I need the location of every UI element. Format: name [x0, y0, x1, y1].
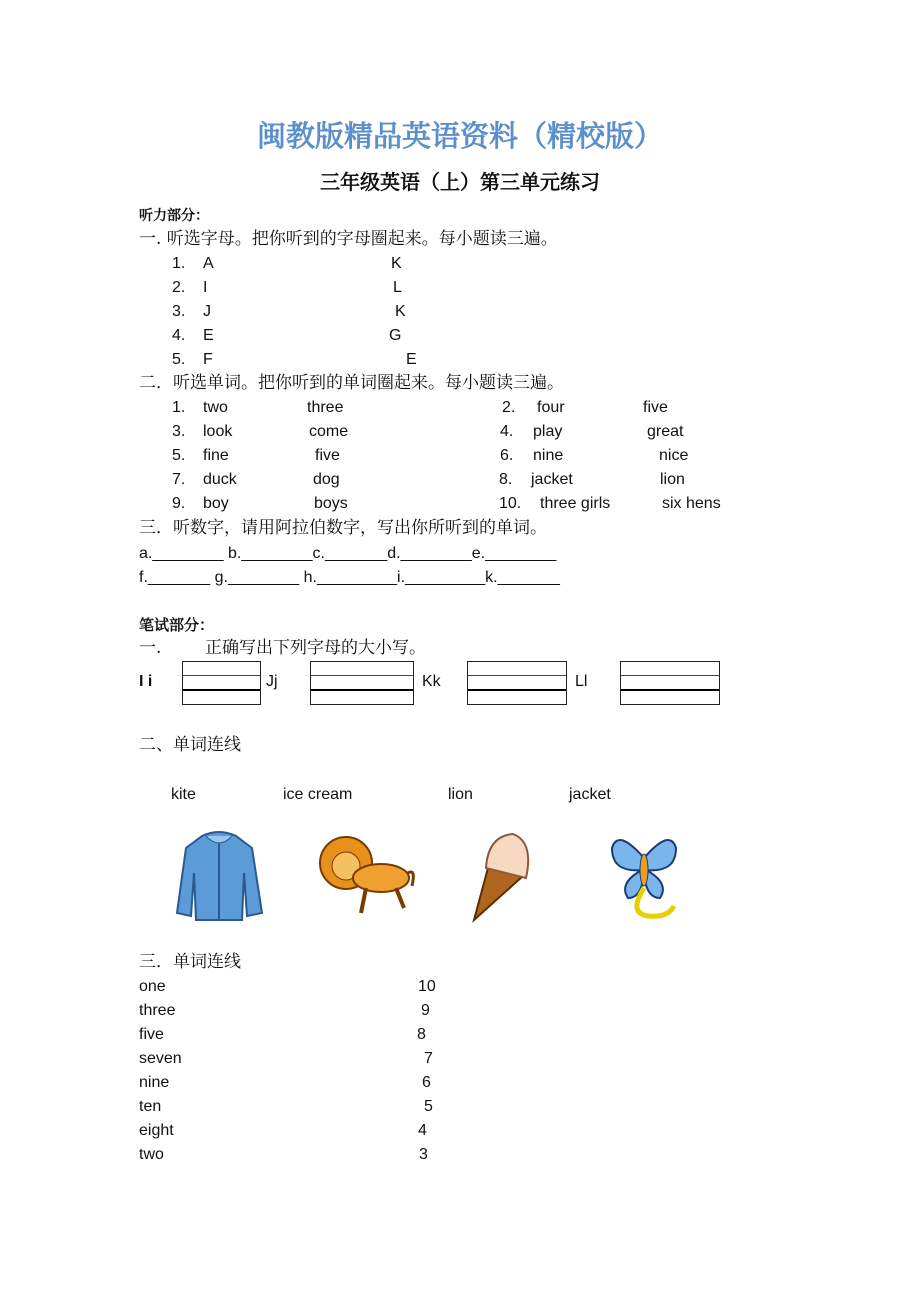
word-option[interactable]: dog — [313, 471, 340, 488]
letter-option-b[interactable]: E — [406, 351, 417, 368]
match-number[interactable]: 8 — [417, 1026, 426, 1043]
w3-instruction: 三．单词连线 — [139, 952, 241, 972]
writing-heading: 笔试部分： — [139, 616, 215, 634]
letter-label-k: Kk — [422, 673, 441, 690]
word-jacket: jacket — [569, 786, 611, 803]
q3-instruction: 三．听数字，请用阿拉伯数字，写出你所听到的单词。 — [139, 518, 547, 538]
word-ice-cream: ice cream — [283, 786, 353, 803]
match-word[interactable]: eight — [139, 1122, 174, 1139]
word-option[interactable]: come — [309, 423, 349, 440]
answer-blanks-line1[interactable]: a.________ b.________c._______d.________e.________ — [139, 545, 557, 562]
item-number: 1. — [172, 399, 186, 416]
word-option[interactable]: jacket — [531, 471, 573, 488]
jacket-image — [172, 828, 267, 923]
letter-label-i: I i — [139, 673, 153, 690]
word-option[interactable]: fine — [203, 447, 229, 464]
word-option[interactable]: five — [315, 447, 340, 464]
letter-option-b[interactable]: G — [389, 327, 402, 344]
word-option[interactable]: six hens — [662, 495, 721, 512]
match-word[interactable]: two — [139, 1146, 164, 1163]
word-lion: lion — [448, 786, 473, 803]
match-word[interactable]: seven — [139, 1050, 182, 1067]
item-number: 1. — [172, 255, 186, 272]
word-option[interactable]: two — [203, 399, 228, 416]
match-word[interactable]: ten — [139, 1098, 162, 1115]
writing-box-l[interactable] — [620, 661, 720, 705]
letter-option-b[interactable]: K — [391, 255, 402, 272]
match-number[interactable]: 10 — [418, 978, 436, 995]
q2-instruction: 二．听选单词。把你听到的单词圈起来。每小题读三遍。 — [139, 373, 564, 393]
letter-option-b[interactable]: L — [393, 279, 402, 296]
item-number: 8. — [499, 471, 513, 488]
word-option[interactable]: great — [647, 423, 684, 440]
word-option[interactable]: look — [203, 423, 233, 440]
word-option[interactable]: nice — [659, 447, 689, 464]
item-number: 9. — [172, 495, 186, 512]
letter-label-l: Ll — [575, 673, 588, 690]
writing-box-i[interactable] — [182, 661, 261, 705]
item-number: 10. — [499, 495, 522, 512]
w1-instruction: 正确写出下列字母的大小写。 — [205, 638, 426, 658]
item-number: 2. — [172, 279, 186, 296]
match-number[interactable]: 7 — [424, 1050, 433, 1067]
letter-label-j: Jj — [266, 673, 278, 690]
q1-instruction: 一. 听选字母。把你听到的字母圈起来。每小题读三遍。 — [139, 229, 558, 249]
item-number: 5. — [172, 351, 186, 368]
writing-box-j[interactable] — [310, 661, 414, 705]
letter-option-a[interactable]: I — [203, 279, 208, 296]
match-number[interactable]: 6 — [422, 1074, 431, 1091]
item-number: 7. — [172, 471, 186, 488]
writing-box-k[interactable] — [467, 661, 567, 705]
word-option[interactable]: five — [643, 399, 668, 416]
word-option[interactable]: boys — [314, 495, 348, 512]
kite-image — [608, 828, 680, 923]
letter-option-a[interactable]: A — [203, 255, 214, 272]
ice-cream-image — [468, 828, 538, 923]
lion-image — [316, 828, 416, 918]
item-number: 6. — [500, 447, 514, 464]
letter-option-a[interactable]: F — [203, 351, 213, 368]
word-option[interactable]: four — [537, 399, 565, 416]
word-option[interactable]: nine — [533, 447, 564, 464]
answer-blanks-line2[interactable]: f._______ g.________ h._________i._________k._______ — [139, 569, 560, 586]
letter-option-a[interactable]: J — [203, 303, 211, 320]
match-word[interactable]: nine — [139, 1074, 170, 1091]
match-word[interactable]: one — [139, 978, 166, 995]
match-number[interactable]: 3 — [419, 1146, 428, 1163]
match-number[interactable]: 9 — [421, 1002, 430, 1019]
listening-heading: 听力部分： — [139, 208, 209, 224]
word-kite: kite — [171, 786, 196, 803]
item-number: 3. — [172, 303, 186, 320]
w1-number: 一. — [139, 638, 162, 658]
match-word[interactable]: three — [139, 1002, 176, 1019]
word-option[interactable]: duck — [203, 471, 237, 488]
item-number: 2. — [502, 399, 516, 416]
document-title: 闽教版精品英语资料（精校版） — [256, 119, 663, 153]
item-number: 4. — [172, 327, 186, 344]
document-subtitle: 三年级英语（上）第三单元练习 — [320, 170, 600, 194]
item-number: 3. — [172, 423, 186, 440]
word-option[interactable]: three girls — [540, 495, 611, 512]
word-option[interactable]: boy — [203, 495, 229, 512]
letter-option-b[interactable]: K — [395, 303, 406, 320]
match-number[interactable]: 4 — [418, 1122, 427, 1139]
item-number: 4. — [500, 423, 514, 440]
match-number[interactable]: 5 — [424, 1098, 433, 1115]
w2-instruction: 二、单词连线 — [139, 735, 241, 755]
word-option[interactable]: three — [307, 399, 344, 416]
letter-option-a[interactable]: E — [203, 327, 214, 344]
match-word[interactable]: five — [139, 1026, 164, 1043]
word-option[interactable]: lion — [660, 471, 685, 488]
word-option[interactable]: play — [533, 423, 563, 440]
item-number: 5. — [172, 447, 186, 464]
